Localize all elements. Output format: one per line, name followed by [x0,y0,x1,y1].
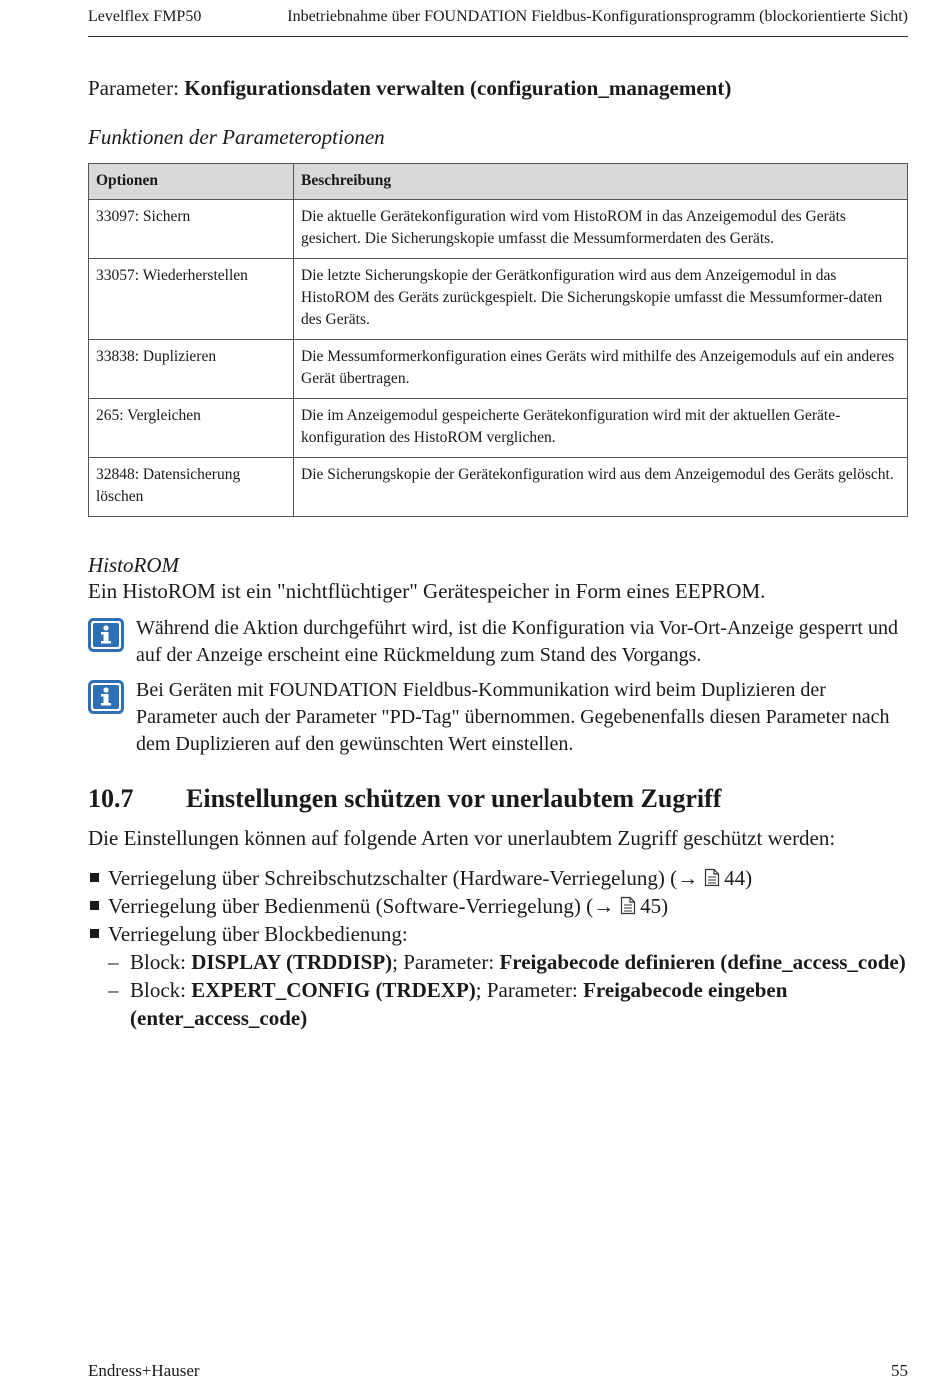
section-title [88,784,721,814]
table-heading: Funktionen der Parameteroptionen [88,125,385,149]
info-note [88,677,908,761]
column-header-options: Optionen [89,164,294,200]
header-chapter: Inbetriebnahme über FOUNDATION Fieldbus-Konfigurationsprogramm (blockorientierte Sicht) [287,8,908,25]
description-cell: Die Messumformerkonfiguration eines Geräts wird mithilfe des Anzeigemoduls auf ein anderes Gerät übertragen. [294,340,908,399]
option-cell: 265: Vergleichen [89,399,294,458]
table-row [89,399,908,458]
option-cell: 33097: Sichern [89,200,294,259]
option-cell: 32848: Datensicherung löschen [89,458,294,517]
dash-marker: – [108,950,119,974]
info-icon [88,680,124,714]
page-number: 55 [891,1361,908,1380]
table-row [89,259,908,340]
section-heading: Einstellungen schützen vor unerlaubtem Zugriff [186,784,722,813]
bullet-square-icon [90,901,99,910]
page-header [88,6,908,37]
footer-brand: Endress+Hauser [88,1361,200,1380]
description-cell: Die aktuelle Gerätekonfiguration wird vom HistoROM in das Anzeigemodul des Geräts gesichert. Die Sicherungskopie umfasst die Messumformerdaten des Geräts. [294,200,908,259]
list-item: Verriegelung über Blockbedienung: – Block: DISPLAY (TRDDISP); Parameter: Freigabecode definieren (define_access_code) – Block: EXPERT_CONFIG (TRDEXP); Parameter: Freigabecode eingeben (enter_access_code) [88,920,908,1032]
note-text: Während die Aktion durchgeführt wird, ist die Konfiguration via Vor-Ort-Anzeige gesperrt und auf der Anzeige erscheint eine Rückmeldung zum Stand des Vorgangs. [136,617,898,666]
description-cell: Die letzte Sicherungskopie der Gerätkonfiguration wird aus dem Anzeigemodul in das HistoROM des Geräts zurückgespielt. Die Sicherungskopie umfasst die Messumformer-daten des Geräts. [294,259,908,340]
lock-methods-list [88,864,908,1032]
bullet-square-icon [90,873,99,882]
note-text: Bei Geräten mit FOUNDATION Fieldbus-Kommunikation wird beim Duplizieren der Parameter auch der Parameter "PD-Tag" übernommen. Gegebenenfalls diesen Parameter nach dem Duplizieren auf den gewünschten Wert einstellen. [136,679,890,755]
column-header-description: Beschreibung [294,164,908,200]
options-table [88,163,908,517]
parameter-name: Konfigurationsdaten verwalten (configuration_management) [184,76,732,100]
table-row [89,340,908,399]
page-reference[interactable]: 44) [724,866,753,890]
section-number: 10.7 [88,784,134,813]
histo-title: HistoROM [88,553,179,577]
description-cell: Die Sicherungskopie der Gerätekonfiguration wird aus dem Anzeigemodul des Geräts gelöscht. [294,458,908,517]
section-intro: Die Einstellungen können auf folgende Arten vor unerlaubtem Zugriff geschützt werden: [88,826,836,850]
block-sublist [108,948,908,1032]
info-icon [88,618,124,652]
description-cell: Die im Anzeigemodul gespeicherte Gerätekonfiguration wird mit der aktuellen Geräte-konfiguration des HistoROM verglichen. [294,399,908,458]
list-item: Verriegelung über Schreibschutzschalter (Hardware-Verriegelung) (→ 44) [88,864,908,892]
option-cell: 33057: Wiederherstellen [89,259,294,340]
page-reference-icon [620,896,636,915]
table-header-row [89,164,908,200]
sub-list-item: – Block: DISPLAY (TRDDISP); Parameter: Freigabecode definieren (define_access_code) [108,950,906,974]
list-item: Verriegelung über Bedienmenü (Software-Verriegelung) (→ 45) [88,892,908,920]
parameter-title [88,76,731,101]
page-reference[interactable]: 45) [640,894,669,918]
table-row [89,200,908,259]
header-product: Levelflex FMP50 [88,8,202,25]
bullet-square-icon [90,929,99,938]
dash-marker: – [108,978,119,1002]
page-reference-icon [704,868,720,887]
table-row [89,458,908,517]
parameter-prefix: Parameter: [88,76,185,100]
option-cell: 33838: Duplizieren [89,340,294,399]
histo-text: Ein HistoROM ist ein "nichtflüchtiger" Gerätespeicher in Form eines EEPROM. [88,579,766,603]
sub-list-item: – Block: EXPERT_CONFIG (TRDEXP); Parameter: Freigabecode eingeben (enter_access_code) [108,978,788,1030]
info-note [88,615,908,671]
